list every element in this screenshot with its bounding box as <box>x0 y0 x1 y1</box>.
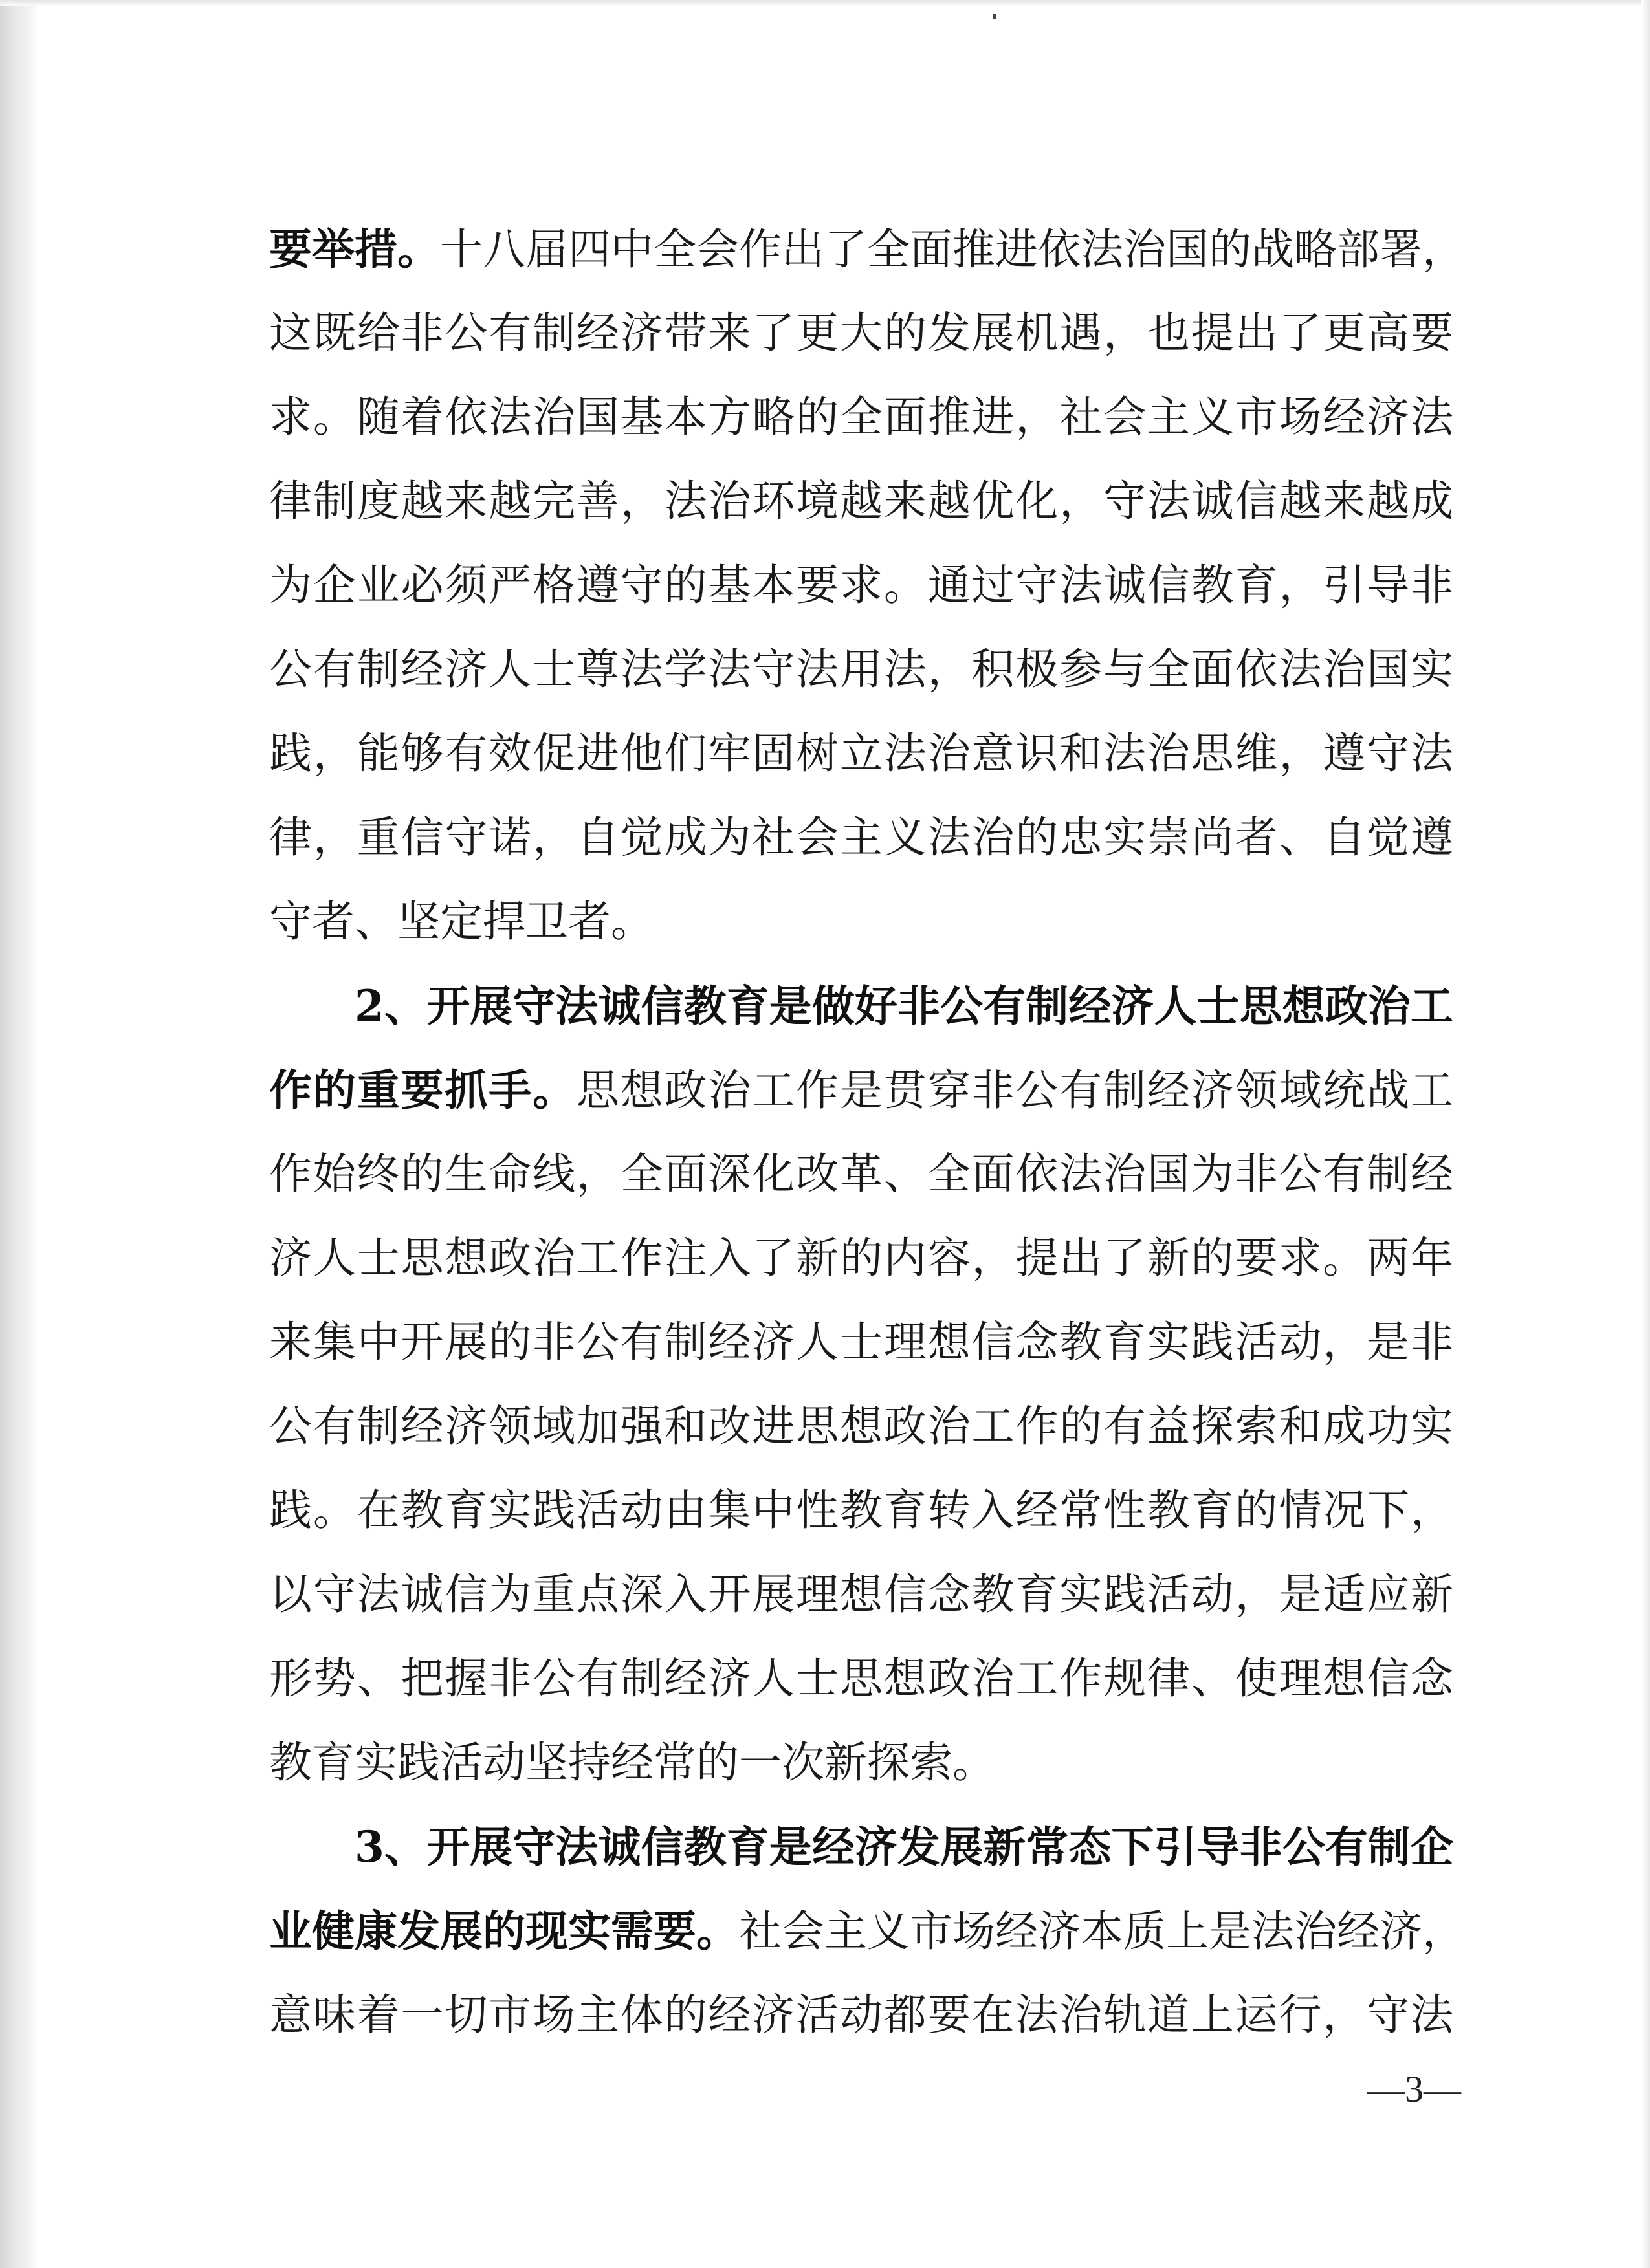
body-text-run: 济人士思想政治工作注入了新的内容，提出了新的要求。两年 <box>269 1233 1453 1283</box>
text-line <box>269 1553 1453 1637</box>
text-line <box>269 1384 1453 1468</box>
paragraph <box>269 1805 1465 2057</box>
text-line <box>269 459 1453 543</box>
text-line <box>269 1889 1465 1973</box>
scan-shadow-right <box>1641 0 1650 2268</box>
body-text-run: 思想政治工作是贯穿非公有制经济领域统战工 <box>576 1065 1454 1115</box>
text-line <box>269 1805 1453 1889</box>
text-line <box>269 1721 1453 1805</box>
body-text-run: 公有制经济人士尊法学法守法用法，积极参与全面依法治国实 <box>269 644 1453 694</box>
text-line <box>269 207 1465 291</box>
text-line <box>269 964 1453 1048</box>
bold-heading-text: 2、开展守法诚信教育是做好非公有制经济人士思想政治工 <box>355 981 1453 1031</box>
text-line <box>269 1973 1453 2057</box>
text-line <box>269 1048 1453 1132</box>
body-text-run: 教育实践活动坚持经常的一次新探索。 <box>269 1738 995 1787</box>
text-line <box>269 375 1453 459</box>
body-text-run: 以守法诚信为重点深入开展理想信念教育实践活动，是适应新 <box>269 1569 1453 1619</box>
body-text-run: 作始终的生命线，全面深化改革、全面依法治国为非公有制经 <box>269 1149 1453 1199</box>
scan-shadow-left <box>0 0 39 2268</box>
body-text-run: 律制度越来越完善，法治环境越来越优化，守法诚信越来越成 <box>269 476 1453 526</box>
page-number: —3— <box>1367 2068 1461 2110</box>
text-line <box>269 1468 1453 1553</box>
bold-heading-text: 作的重要抓手。 <box>269 1065 577 1115</box>
bold-heading-text: 要举措。 <box>269 224 440 274</box>
body-text-run: 来集中开展的非公有制经济人士理想信念教育实践活动，是非 <box>269 1317 1453 1367</box>
body-text-run: 律，重信守诺，自觉成为社会主义法治的忠实崇尚者、自觉遵 <box>269 812 1453 862</box>
bold-heading-text: 3、开展守法诚信教育是经济发展新常态下引导非公有制企 <box>355 1822 1453 1872</box>
body-text-run: 社会主义市场经济本质上是法治经济， <box>739 1906 1465 1956</box>
body-text-run: 践。在教育实践活动由集中性教育转入经常性教育的情况下， <box>269 1485 1453 1535</box>
paragraph <box>269 207 1465 964</box>
paragraph <box>269 964 1453 1805</box>
text-line <box>269 1216 1453 1300</box>
text-line <box>269 712 1453 796</box>
body-text-run: 为企业必须严格遵守的基本要求。通过守法诚信教育，引导非 <box>269 560 1453 610</box>
text-line <box>269 796 1453 880</box>
text-line <box>269 291 1453 375</box>
document-body <box>269 207 1465 2057</box>
text-line <box>269 543 1453 627</box>
body-text-run: 意味着一切市场主体的经济活动都要在法治轨道上运行，守法 <box>269 1990 1453 2040</box>
scan-shadow-top <box>0 0 1650 6</box>
body-text-run: 守者、坚定捍卫者。 <box>269 897 654 946</box>
bold-heading-text: 业健康发展的现实需要。 <box>269 1906 739 1956</box>
body-text-run: 公有制经济领域加强和改进思想政治工作的有益探索和成功实 <box>269 1401 1453 1451</box>
text-line <box>269 880 1453 964</box>
text-line <box>269 627 1453 712</box>
text-line <box>269 1637 1453 1721</box>
text-line <box>269 1132 1453 1216</box>
text-line <box>269 1300 1453 1384</box>
body-text-run: 这既给非公有制经济带来了更大的发展机遇，也提出了更高要 <box>269 308 1453 358</box>
body-text-run: 践，能够有效促进他们牢固树立法治意识和法治思维，遵守法 <box>269 728 1453 778</box>
body-text-run: 十八届四中全会作出了全面推进依法治国的战略部署， <box>440 224 1465 274</box>
scan-speck <box>993 14 996 19</box>
body-text-run: 形势、把握非公有制经济人士思想政治工作规律、使理想信念 <box>269 1653 1453 1703</box>
body-text-run: 求。随着依法治国基本方略的全面推进，社会主义市场经济法 <box>269 392 1453 442</box>
